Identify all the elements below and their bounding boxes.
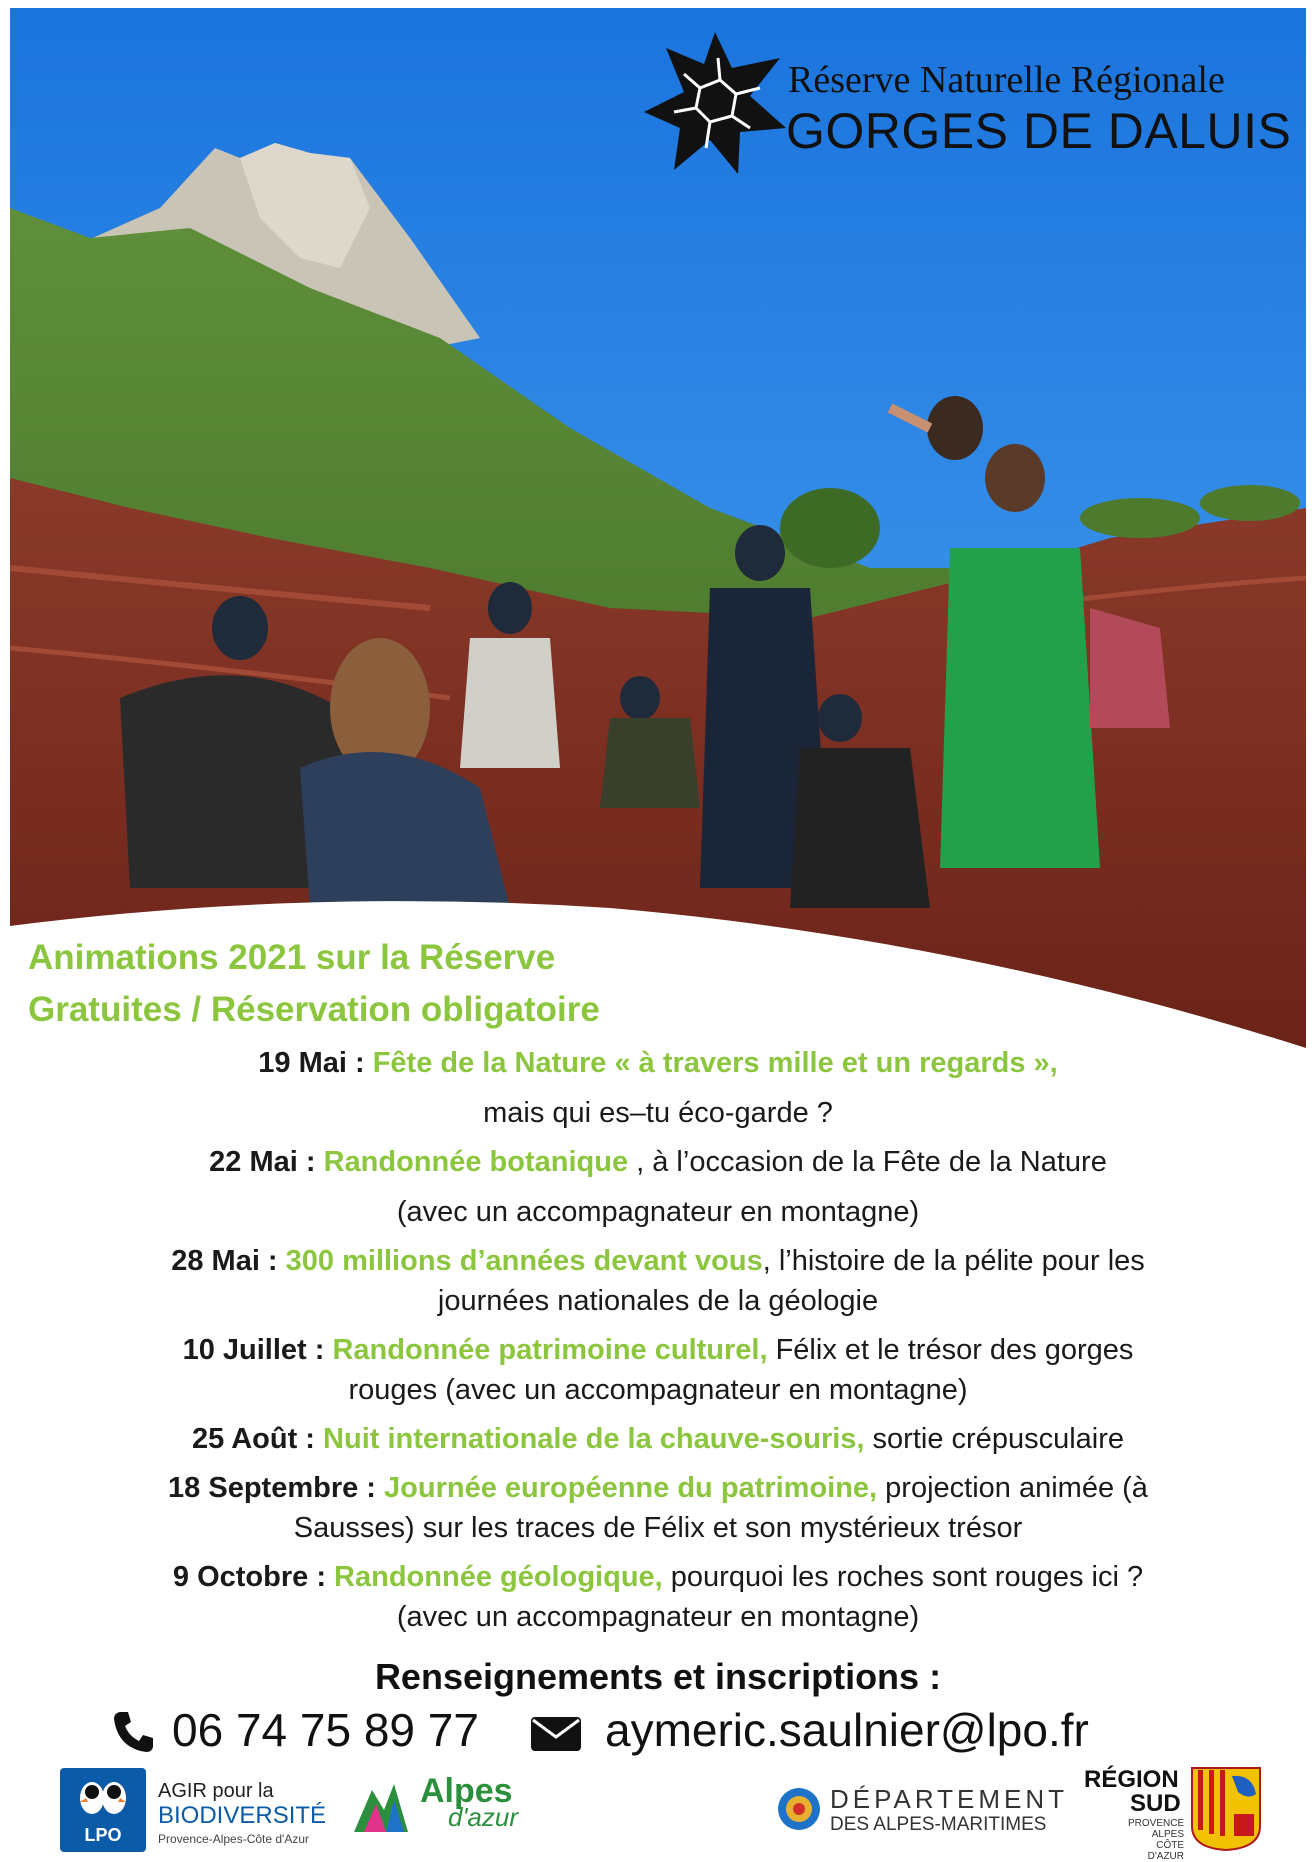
phone-icon <box>112 1710 154 1754</box>
event-date: 18 Septembre : <box>168 1472 376 1504</box>
departement-emblem-icon <box>776 1786 822 1832</box>
headline-line2: Gratuites / Réservation obligatoire <box>28 990 600 1029</box>
event-desc: sortie crépusculaire <box>864 1423 1124 1455</box>
star-mosaic-icon <box>640 28 790 178</box>
event-date: 10 Juillet : <box>182 1334 325 1366</box>
agir-line3: Provence-Alpes-Côte d'Azur <box>158 1832 310 1846</box>
headline <box>28 932 600 1036</box>
event-date: 9 Octobre : <box>172 1561 326 1593</box>
lpo-logo <box>60 1768 146 1852</box>
event-title: Randonnée botanique <box>323 1146 629 1178</box>
agir-line1: AGIR pour la <box>158 1780 274 1802</box>
region-line3: PROVENCE ALPES CÔTE D'AZUR <box>1128 1818 1185 1862</box>
event-line2: journées nationales de la géologie <box>437 1285 879 1317</box>
alpes-azur-mountain-icon <box>350 1770 410 1840</box>
events-list <box>20 1043 1296 1637</box>
event-desc: Félix et le trésor des gorges <box>767 1334 1134 1366</box>
event-date: 28 Mai : <box>171 1245 278 1277</box>
event-item <box>20 1557 1296 1637</box>
event-item <box>20 1419 1296 1459</box>
event-title: Randonnée patrimoine culturel, <box>332 1334 768 1366</box>
event-desc: , l’histoire de la pélite pour les <box>762 1245 1145 1277</box>
event-date: 25 Août : <box>191 1423 315 1455</box>
event-title: Journée européenne du patrimoine, <box>384 1472 878 1504</box>
alpes-azur-line1: Alpes <box>420 1772 513 1810</box>
event-title: Randonnée géologique, <box>334 1561 663 1593</box>
region-line1: RÉGION <box>1084 1766 1179 1793</box>
event-desc: , à l’occasion de la Fête de la Nature <box>628 1146 1107 1178</box>
brand-subtitle: GORGES DE DALUIS <box>786 103 1292 159</box>
event-desc: pourquoi les roches sont rouges ici ? <box>662 1561 1144 1593</box>
region-shield-icon <box>1190 1766 1262 1852</box>
event-title: 300 millions d’années devant vous <box>285 1245 763 1277</box>
partner-logos <box>0 1760 1316 1860</box>
region-line2: SUD <box>1130 1790 1181 1817</box>
event-line2: (avec un accompagnateur en montagne) <box>396 1601 920 1633</box>
event-line2: rouges (avec un accompagnateur en montagne) <box>348 1374 968 1406</box>
event-desc: projection animée (à <box>877 1472 1148 1504</box>
event-item <box>20 1330 1296 1410</box>
event-item <box>20 1241 1296 1321</box>
brand-title: Réserve Naturelle Régionale <box>788 59 1225 101</box>
event-title: Nuit internationale de la chauve-souris, <box>323 1423 865 1455</box>
lpo-label: LPO <box>84 1825 122 1845</box>
departement-line2: DES ALPES-MARITIMES <box>830 1814 1047 1835</box>
contact-email[interactable]: aymeric.saulnier@lpo.fr <box>605 1704 1089 1756</box>
departement-line1: DÉPARTEMENT <box>830 1784 1069 1814</box>
event-line2: Sausses) sur les traces de Félix et son mystérieux trésor <box>293 1512 1023 1544</box>
event-date: 19 Mai : <box>258 1047 365 1079</box>
headline-line1: Animations 2021 sur la Réserve <box>28 938 556 977</box>
event-item <box>20 1043 1296 1133</box>
event-line2: mais qui es–tu éco-garde ? <box>483 1097 833 1129</box>
event-item <box>20 1468 1296 1548</box>
event-item <box>20 1142 1296 1232</box>
agir-line2: BIODIVERSITÉ <box>158 1802 327 1829</box>
reserve-brand <box>640 28 1290 188</box>
contact-title: Renseignements et inscriptions : <box>374 1656 942 1697</box>
event-title: Fête de la Nature « à travers mille et un regards », <box>372 1047 1058 1079</box>
contact-phone[interactable]: 06 74 75 89 77 <box>172 1704 479 1756</box>
event-date: 22 Mai : <box>209 1146 316 1178</box>
envelope-icon <box>530 1716 582 1752</box>
alpes-azur-line2: d'azur <box>448 1802 519 1832</box>
event-line2: (avec un accompagnateur en montagne) <box>396 1196 920 1228</box>
puffin-icon <box>60 1768 146 1828</box>
